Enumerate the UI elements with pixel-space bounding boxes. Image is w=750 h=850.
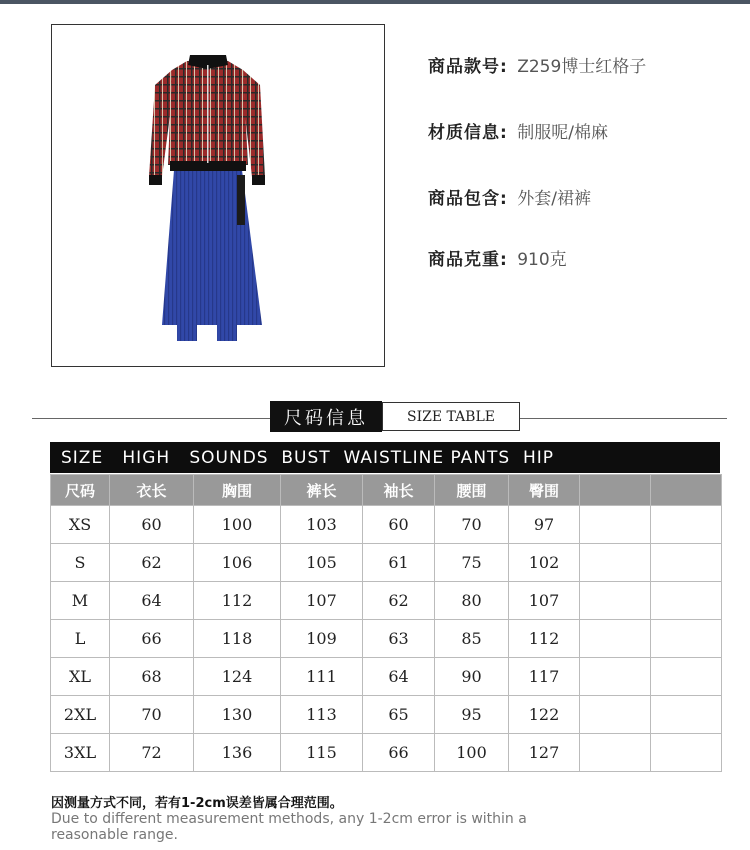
table-cell: 115 [281,734,363,772]
table-cell [651,658,722,696]
info-value: Z259博士红格子 [517,57,647,77]
info-value: 外套/裙裤 [517,189,591,209]
info-row-weight [428,245,567,270]
outfit-illustration [52,25,384,366]
table-cell: 109 [281,620,363,658]
table-cell: 63 [363,620,435,658]
table-cell [580,544,651,582]
note-en: Due to different measurement methods, any 1-2cm error is within a reasonable range. [51,811,527,843]
table-row [51,582,722,620]
table-cell: 97 [509,506,580,544]
table-cell: 103 [281,506,363,544]
table-cell: 100 [435,734,509,772]
table-cell [580,506,651,544]
table-cell: 100 [194,506,281,544]
table-cell: 60 [110,506,194,544]
table-cell: 61 [363,544,435,582]
table-row [51,620,722,658]
top-border [0,0,750,4]
table-cell: 118 [194,620,281,658]
table-cell: 95 [435,696,509,734]
table-cell: 3XL [51,734,110,772]
table-cell [580,696,651,734]
column-header: 裤长 [281,475,363,506]
table-cell: 68 [110,658,194,696]
table-cell: 75 [435,544,509,582]
table-cell: 80 [435,582,509,620]
column-header [651,475,722,506]
table-cell: 127 [509,734,580,772]
table-cell: 62 [110,544,194,582]
table-cell: 124 [194,658,281,696]
table-cell [651,544,722,582]
size-title-en: SIZE TABLE [382,402,520,431]
table-cell: 64 [363,658,435,696]
size-table [50,474,722,772]
table-cell: 60 [363,506,435,544]
column-header: 腰围 [435,475,509,506]
column-header: 袖长 [363,475,435,506]
table-cell: 102 [509,544,580,582]
table-cell: 62 [363,582,435,620]
table-cell: 136 [194,734,281,772]
product-image [51,24,385,367]
size-title-cn: 尺码信息 [270,401,382,432]
table-cell: 107 [281,582,363,620]
table-cell [580,620,651,658]
column-header: 胸围 [194,475,281,506]
size-header-bar: SIZE HIGH SOUNDS BUST WAISTLINE PANTS HIP [50,442,720,473]
info-value: 910克 [517,250,567,270]
table-cell [651,734,722,772]
column-header: 尺码 [51,475,110,506]
info-row-contents [428,184,591,209]
table-row [51,734,722,772]
table-cell: 112 [509,620,580,658]
table-cell: 66 [363,734,435,772]
table-header-row [51,475,722,506]
table-cell: 64 [110,582,194,620]
table-cell [580,734,651,772]
table-cell [580,582,651,620]
table-cell: 70 [110,696,194,734]
info-label: 商品克重: [428,250,508,270]
table-cell: 2XL [51,696,110,734]
table-cell: 117 [509,658,580,696]
table-cell: 111 [281,658,363,696]
table-cell: 122 [509,696,580,734]
info-label: 商品款号: [428,57,508,77]
table-cell [651,696,722,734]
info-label: 商品包含: [428,189,508,209]
table-cell: XL [51,658,110,696]
info-label: 材质信息: [428,123,508,143]
table-cell: 130 [194,696,281,734]
table-row [51,658,722,696]
table-cell: 70 [435,506,509,544]
table-cell: L [51,620,110,658]
table-cell: S [51,544,110,582]
table-cell: 107 [509,582,580,620]
table-cell [651,620,722,658]
column-header [580,475,651,506]
column-header: 衣长 [110,475,194,506]
table-cell: 112 [194,582,281,620]
table-cell: 85 [435,620,509,658]
info-row-style [428,52,646,77]
note-cn: 因测量方式不同，若有1-2cm误差皆属合理范围。 [51,796,343,811]
table-row [51,544,722,582]
info-row-material [428,118,608,143]
table-cell: 72 [110,734,194,772]
table-cell [651,506,722,544]
table-row [51,696,722,734]
table-cell: 90 [435,658,509,696]
table-cell: 65 [363,696,435,734]
table-row [51,506,722,544]
table-cell [580,658,651,696]
table-cell: 105 [281,544,363,582]
table-cell [651,582,722,620]
column-header: 臀围 [509,475,580,506]
table-cell: XS [51,506,110,544]
table-cell: 106 [194,544,281,582]
info-value: 制服呢/棉麻 [517,123,608,143]
table-cell: M [51,582,110,620]
table-cell: 113 [281,696,363,734]
table-cell: 66 [110,620,194,658]
